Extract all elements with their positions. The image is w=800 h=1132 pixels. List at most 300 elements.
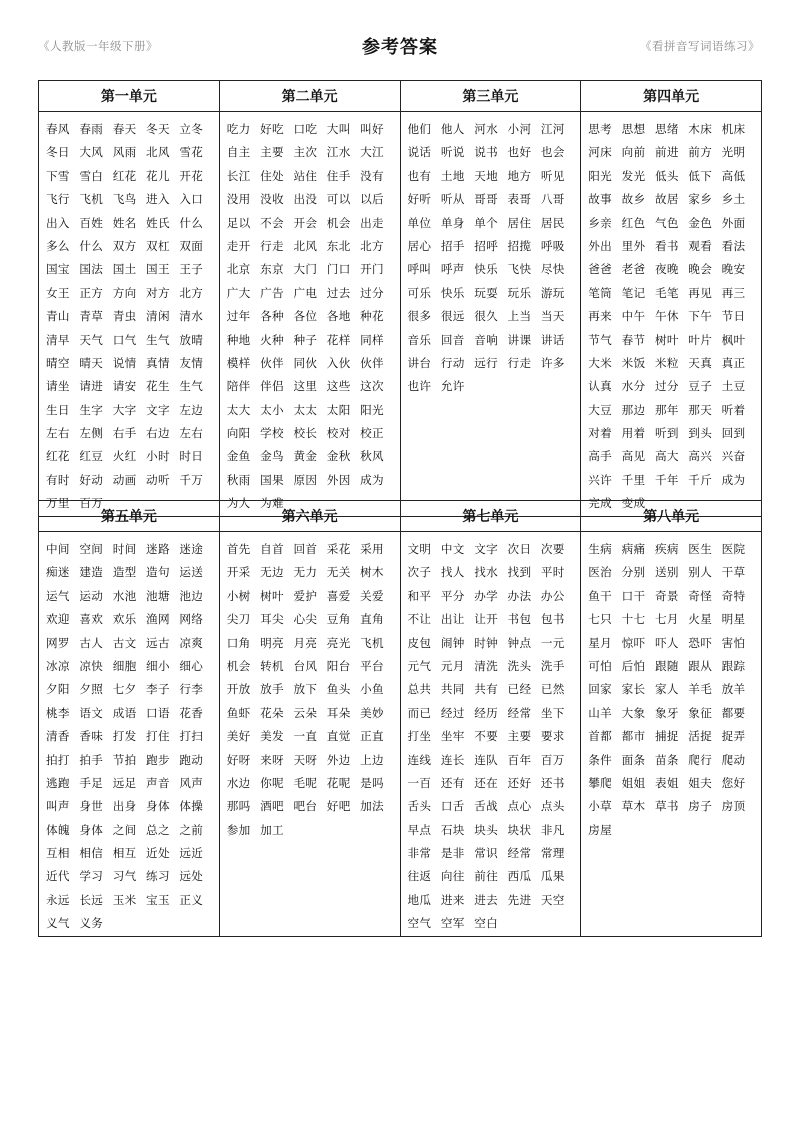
answer-word: 义气 <box>46 916 70 931</box>
answer-word: 迷路 <box>146 542 170 556</box>
answer-word: 小草 <box>588 799 613 814</box>
answer-word: 金秋 <box>326 449 351 464</box>
answer-word: 次子 <box>407 565 432 580</box>
answer-word: 手足 <box>79 775 104 790</box>
answer-word: 江河 <box>540 122 565 136</box>
answer-word: 百万 <box>79 496 104 511</box>
answer-word: 讲话 <box>540 332 565 347</box>
answer-word: 风声 <box>179 775 204 790</box>
answer-word: 冬日 <box>46 145 70 160</box>
answer-word: 没有 <box>360 168 384 183</box>
answer-word: 请进 <box>79 379 104 394</box>
answer-word: 中文 <box>440 542 465 556</box>
answer-word: 运送 <box>179 565 204 580</box>
answer-word: 爱护 <box>293 588 318 603</box>
answer-word: 飞鸟 <box>112 192 137 207</box>
answer-word: 开门 <box>360 262 384 277</box>
answer-word: 口干 <box>621 588 646 603</box>
answer-word: 快乐 <box>474 262 498 277</box>
answer-word: 大象 <box>621 705 646 720</box>
answer-word: 后怕 <box>621 658 646 673</box>
answer-word: 非凡 <box>540 822 565 837</box>
answer-word: 故乡 <box>621 192 646 207</box>
answer-word: 池边 <box>179 588 204 603</box>
answer-word: 加工 <box>260 822 284 837</box>
answer-word: 都要 <box>721 705 746 720</box>
answer-word: 什么 <box>179 215 204 230</box>
answer-word: 首先 <box>226 542 251 556</box>
answer-word: 春雨 <box>79 122 104 136</box>
answer-word: 招揽 <box>507 238 532 253</box>
answer-word: 那吗 <box>226 799 251 814</box>
answer-word: 口气 <box>112 332 137 347</box>
answer-word: 居民 <box>540 215 565 230</box>
answer-word: 再三 <box>721 285 746 300</box>
answer-word: 行走 <box>507 355 532 370</box>
answer-word: 总之 <box>146 822 170 837</box>
answer-word: 也有 <box>407 168 432 183</box>
answer-word: 豆角 <box>326 612 351 627</box>
answer-word: 千里 <box>621 472 646 487</box>
answer-word: 红花 <box>46 449 70 464</box>
answer-word: 毛呢 <box>293 775 318 790</box>
answer-word: 坐下 <box>540 705 565 720</box>
answer-word: 主要 <box>507 729 532 744</box>
answer-word: 相信 <box>79 846 104 861</box>
answer-word: 到头 <box>688 426 713 441</box>
answer-word: 雪白 <box>79 168 104 183</box>
answer-word: 回音 <box>440 332 465 347</box>
answer-word: 网络 <box>179 612 204 627</box>
answer-word: 迷途 <box>179 542 204 556</box>
answer-word: 土豆 <box>721 379 746 394</box>
answer-word: 别人 <box>688 565 713 580</box>
answer-word: 苗条 <box>654 752 679 767</box>
answer-word: 打发 <box>112 729 137 744</box>
answer-word: 跟踪 <box>721 658 746 673</box>
answer-word: 万里 <box>46 496 70 511</box>
answer-word: 天气 <box>79 332 104 347</box>
answer-word: 害怕 <box>721 635 746 650</box>
answer-word: 共同 <box>440 682 465 697</box>
answer-word: 近代 <box>46 869 70 884</box>
answer-word: 口角 <box>226 635 251 650</box>
answer-word: 还书 <box>540 775 565 790</box>
answer-word: 高见 <box>621 449 646 464</box>
answer-word: 乡土 <box>721 192 746 207</box>
word-grid <box>227 118 394 516</box>
answer-word: 天空 <box>540 892 565 907</box>
answer-word: 尖刀 <box>226 612 251 627</box>
answer-word: 而已 <box>407 705 432 720</box>
answer-word: 清闲 <box>146 309 170 324</box>
answer-word: 次日 <box>507 542 532 556</box>
answer-word: 请安 <box>112 379 137 394</box>
answer-word: 生日 <box>46 402 70 417</box>
answer-word: 火星 <box>688 612 713 627</box>
answer-word: 十七 <box>621 612 646 627</box>
answer-word: 听着 <box>721 402 746 417</box>
answer-word: 风雨 <box>112 145 137 160</box>
answer-word: 过年 <box>226 309 251 324</box>
answer-word: 平时 <box>540 565 565 580</box>
answer-word: 可乐 <box>407 285 432 300</box>
answer-word: 运动 <box>79 588 104 603</box>
answer-word: 主次 <box>293 145 318 160</box>
answer-word: 小鱼 <box>360 682 384 697</box>
answer-word: 鱼虾 <box>226 705 251 720</box>
answer-word: 右边 <box>146 426 170 441</box>
answer-word: 体操 <box>179 799 204 814</box>
answer-word: 高大 <box>654 449 679 464</box>
answer-word: 进来 <box>440 892 465 907</box>
answer-word: 大门 <box>293 262 318 277</box>
answer-word: 瓜果 <box>540 869 565 884</box>
word-grid <box>46 118 213 516</box>
answer-word: 天地 <box>474 168 498 183</box>
answer-word: 招呼 <box>474 238 498 253</box>
answer-word: 河床 <box>588 145 613 160</box>
answer-word: 共有 <box>474 682 498 697</box>
answer-word: 故居 <box>654 192 679 207</box>
answer-word: 阳光 <box>360 402 384 417</box>
answer-word: 经历 <box>474 705 498 720</box>
answer-word: 空气 <box>407 916 432 931</box>
answer-word: 凉快 <box>79 658 104 673</box>
answer-word: 块头 <box>474 822 498 837</box>
answer-word: 各种 <box>260 309 284 324</box>
answer-word: 里外 <box>621 238 646 253</box>
answer-word: 吓人 <box>654 635 679 650</box>
answer-word: 学校 <box>260 426 284 441</box>
unit-header: 第六单元 <box>219 501 400 532</box>
answer-word: 天呀 <box>293 752 318 767</box>
answer-word: 一直 <box>293 729 318 744</box>
answer-word: 思绪 <box>654 122 679 136</box>
answer-word: 好吧 <box>326 799 351 814</box>
answer-word: 向阳 <box>226 426 251 441</box>
answer-word: 他人 <box>440 122 465 136</box>
answer-word: 伙伴 <box>360 355 384 370</box>
answer-word: 无力 <box>293 565 318 580</box>
answer-word: 广大 <box>226 285 251 300</box>
answer-word: 香味 <box>79 729 104 744</box>
answer-word: 夕照 <box>79 682 104 697</box>
answer-word: 连队 <box>474 752 498 767</box>
answer-word: 声音 <box>146 775 170 790</box>
answer-word: 国宝 <box>46 262 70 277</box>
unit-header: 第三单元 <box>400 81 581 112</box>
answer-word: 雪花 <box>179 145 204 160</box>
answer-word: 水池 <box>112 588 137 603</box>
answer-word: 树叶 <box>654 332 679 347</box>
answer-word: 姓氏 <box>146 215 170 230</box>
answer-word: 太大 <box>226 402 251 417</box>
answer-word: 向往 <box>440 869 465 884</box>
answer-word: 玩乐 <box>507 285 532 300</box>
answer-word: 奇怪 <box>688 588 713 603</box>
word-grid <box>588 538 755 842</box>
answer-word: 习气 <box>112 869 137 884</box>
answer-word: 飞机 <box>360 635 384 650</box>
unit-header: 第二单元 <box>219 81 400 112</box>
answer-word: 行李 <box>179 682 204 697</box>
answer-word: 成为 <box>360 472 384 487</box>
answer-word: 双面 <box>179 238 204 253</box>
unit-cell <box>400 532 581 937</box>
answer-word: 出走 <box>360 215 384 230</box>
answer-word: 阳光 <box>588 168 613 183</box>
answer-word: 红豆 <box>79 449 104 464</box>
answer-word: 参加 <box>226 822 251 837</box>
answer-word: 口吃 <box>293 122 318 136</box>
answer-word: 李子 <box>146 682 170 697</box>
answer-word: 云朵 <box>293 705 318 720</box>
answer-word: 美发 <box>260 729 284 744</box>
answer-word: 种地 <box>226 332 251 347</box>
answer-word: 方向 <box>112 285 137 300</box>
answer-word: 已经 <box>507 682 532 697</box>
answer-word: 各地 <box>326 309 351 324</box>
answer-word: 点心 <box>507 799 532 814</box>
table-body-row <box>39 532 762 937</box>
answer-word: 可怕 <box>588 658 613 673</box>
answer-word: 金鸟 <box>260 449 284 464</box>
answer-word: 细小 <box>146 658 170 673</box>
unit-header: 第五单元 <box>39 501 220 532</box>
answer-word: 大豆 <box>588 402 613 417</box>
answer-word: 和平 <box>407 588 432 603</box>
answer-word: 笔记 <box>621 285 646 300</box>
answer-word: 走开 <box>226 238 251 253</box>
answer-word: 经常 <box>507 705 532 720</box>
answer-word: 采花 <box>326 542 351 556</box>
answer-word: 认真 <box>588 379 613 394</box>
answer-word: 欢迎 <box>46 612 70 627</box>
answer-word: 大风 <box>79 145 104 160</box>
answer-word: 条件 <box>588 752 613 767</box>
answer-word: 找水 <box>474 565 498 580</box>
answer-word: 晚会 <box>688 262 713 277</box>
answer-word: 建造 <box>79 565 104 580</box>
answer-word: 生气 <box>146 332 170 347</box>
answer-word: 没用 <box>226 192 251 207</box>
answer-word: 江水 <box>326 145 351 160</box>
answer-word: 要求 <box>540 729 565 744</box>
answer-word: 花朵 <box>260 705 284 720</box>
unit-cell <box>219 112 400 517</box>
answer-word: 门口 <box>326 262 351 277</box>
answer-word: 水边 <box>226 775 251 790</box>
answer-word: 惊吓 <box>621 635 646 650</box>
answer-word: 低头 <box>654 168 679 183</box>
answer-word: 书包 <box>507 612 532 627</box>
unit-header: 第七单元 <box>400 501 581 532</box>
answer-word: 房屋 <box>588 822 613 837</box>
table-header-row <box>39 81 762 112</box>
answer-word: 痴迷 <box>46 565 70 580</box>
answer-word: 已然 <box>540 682 565 697</box>
answer-word: 奇特 <box>721 588 746 603</box>
answer-word: 左右 <box>46 426 70 441</box>
answer-word: 飞快 <box>507 262 532 277</box>
answer-word: 发光 <box>621 168 646 183</box>
answer-word: 常识 <box>474 846 498 861</box>
answer-word: 友情 <box>179 355 204 370</box>
answer-word: 房顶 <box>721 799 746 814</box>
answer-word: 渔网 <box>146 612 170 627</box>
answer-word: 用着 <box>621 426 646 441</box>
answer-word: 吧台 <box>293 799 318 814</box>
answer-word: 足以 <box>226 215 251 230</box>
answer-word: 故事 <box>588 192 613 207</box>
answer-word: 台风 <box>293 658 318 673</box>
answer-word: 模样 <box>226 355 251 370</box>
answer-word: 这次 <box>360 379 384 394</box>
answer-word: 国果 <box>260 472 284 487</box>
answer-word: 生气 <box>179 379 204 394</box>
answer-word: 语文 <box>79 705 104 720</box>
answer-word: 大叫 <box>326 122 351 136</box>
answer-word: 阳台 <box>326 658 351 673</box>
answer-word: 红花 <box>112 168 137 183</box>
answer-word: 您好 <box>721 775 746 790</box>
answer-word: 互相 <box>46 846 70 861</box>
answer-word: 还在 <box>474 775 498 790</box>
answer-word: 中午 <box>621 309 646 324</box>
answer-word: 外因 <box>326 472 351 487</box>
answer-word: 练习 <box>146 869 170 884</box>
answer-word: 你呢 <box>260 775 284 790</box>
answer-word: 西瓜 <box>507 869 532 884</box>
answer-word: 常理 <box>540 846 565 861</box>
answer-word: 宝玉 <box>146 892 170 907</box>
answer-word: 舌头 <box>407 799 432 814</box>
answer-word: 清水 <box>179 309 204 324</box>
answer-word: 太太 <box>293 402 318 417</box>
answer-word: 往返 <box>407 869 432 884</box>
answer-word: 外面 <box>721 215 746 230</box>
answer-word: 家长 <box>621 682 646 697</box>
answer-word: 喜爱 <box>326 588 351 603</box>
answer-word: 放手 <box>260 682 284 697</box>
answer-word: 开放 <box>226 682 251 697</box>
answer-word: 陪伴 <box>226 379 251 394</box>
answer-word: 花香 <box>179 705 204 720</box>
answer-word: 真正 <box>721 355 746 370</box>
answer-word: 冰凉 <box>46 658 70 673</box>
answer-word: 那年 <box>654 402 679 417</box>
answer-word: 王子 <box>179 262 204 277</box>
answer-word: 高兴 <box>688 449 713 464</box>
answer-word: 凉爽 <box>179 635 204 650</box>
answer-word: 节拍 <box>112 752 137 767</box>
answer-word: 讲台 <box>407 355 432 370</box>
answer-word: 前方 <box>688 145 713 160</box>
answer-word: 行走 <box>260 238 284 253</box>
answer-word: 无边 <box>260 565 284 580</box>
table-header-row <box>39 501 762 532</box>
answer-word: 姐夫 <box>688 775 713 790</box>
answer-word: 树木 <box>360 565 384 580</box>
answer-word: 过分 <box>360 285 384 300</box>
answer-word: 百万 <box>540 752 565 767</box>
answer-word: 住手 <box>326 168 351 183</box>
answer-word: 米粒 <box>654 355 679 370</box>
answer-word: 当天 <box>540 309 565 324</box>
answer-word: 小河 <box>507 122 532 136</box>
answer-word: 正义 <box>179 892 204 907</box>
answer-word: 细心 <box>179 658 204 673</box>
answer-word: 医生 <box>688 542 713 556</box>
answer-word: 招手 <box>440 238 465 253</box>
answer-word: 还好 <box>507 775 532 790</box>
answer-word: 自主 <box>226 145 251 160</box>
answer-word: 文字 <box>474 542 498 556</box>
answer-word: 那天 <box>688 402 713 417</box>
answer-word: 百姓 <box>79 215 104 230</box>
answer-word: 下午 <box>688 309 713 324</box>
answer-word: 好呀 <box>226 752 251 767</box>
answer-word: 单个 <box>474 215 498 230</box>
answer-word: 变成 <box>621 496 646 511</box>
answer-word: 干草 <box>721 565 746 580</box>
answer-word: 石块 <box>440 822 465 837</box>
answer-word: 家人 <box>654 682 679 697</box>
answer-word: 草木 <box>621 799 646 814</box>
answer-word: 小时 <box>146 449 170 464</box>
answer-word: 身体 <box>79 822 104 837</box>
answer-word: 放下 <box>293 682 318 697</box>
answer-word: 听说 <box>440 145 465 160</box>
answer-word: 什么 <box>79 238 104 253</box>
answer-word: 开花 <box>179 168 204 183</box>
answer-word: 音乐 <box>407 332 432 347</box>
answer-word: 飞机 <box>79 192 104 207</box>
answer-word: 远近 <box>179 846 204 861</box>
answer-word: 表哥 <box>507 192 532 207</box>
answer-word: 向前 <box>621 145 646 160</box>
answer-word: 捕捉 <box>654 729 679 744</box>
answer-word: 火红 <box>112 449 137 464</box>
answer-word: 洗手 <box>540 658 565 673</box>
answer-word: 太小 <box>260 402 284 417</box>
answer-word: 站住 <box>293 168 318 183</box>
answer-word: 放羊 <box>721 682 746 697</box>
answer-word: 再来 <box>588 309 613 324</box>
answer-word: 很久 <box>474 309 498 324</box>
answer-word: 打坐 <box>407 729 432 744</box>
answer-word: 过分 <box>654 379 679 394</box>
answer-word: 不会 <box>260 215 284 230</box>
answer-word: 坐牢 <box>440 729 465 744</box>
answer-word: 无关 <box>326 565 351 580</box>
answer-word: 古文 <box>112 635 137 650</box>
answer-word: 再见 <box>688 285 713 300</box>
answer-word: 打住 <box>146 729 170 744</box>
answer-word: 气色 <box>654 215 679 230</box>
answer-word: 思考 <box>588 122 613 136</box>
answer-word: 七月 <box>654 612 679 627</box>
answer-word: 正方 <box>79 285 104 300</box>
answer-word: 说情 <box>112 355 137 370</box>
answer-word: 机床 <box>721 122 746 136</box>
answer-word: 都市 <box>621 729 646 744</box>
answer-word: 早点 <box>407 822 432 837</box>
answer-word: 开会 <box>293 215 318 230</box>
answer-word: 女王 <box>46 285 70 300</box>
answer-word: 不让 <box>407 612 432 627</box>
